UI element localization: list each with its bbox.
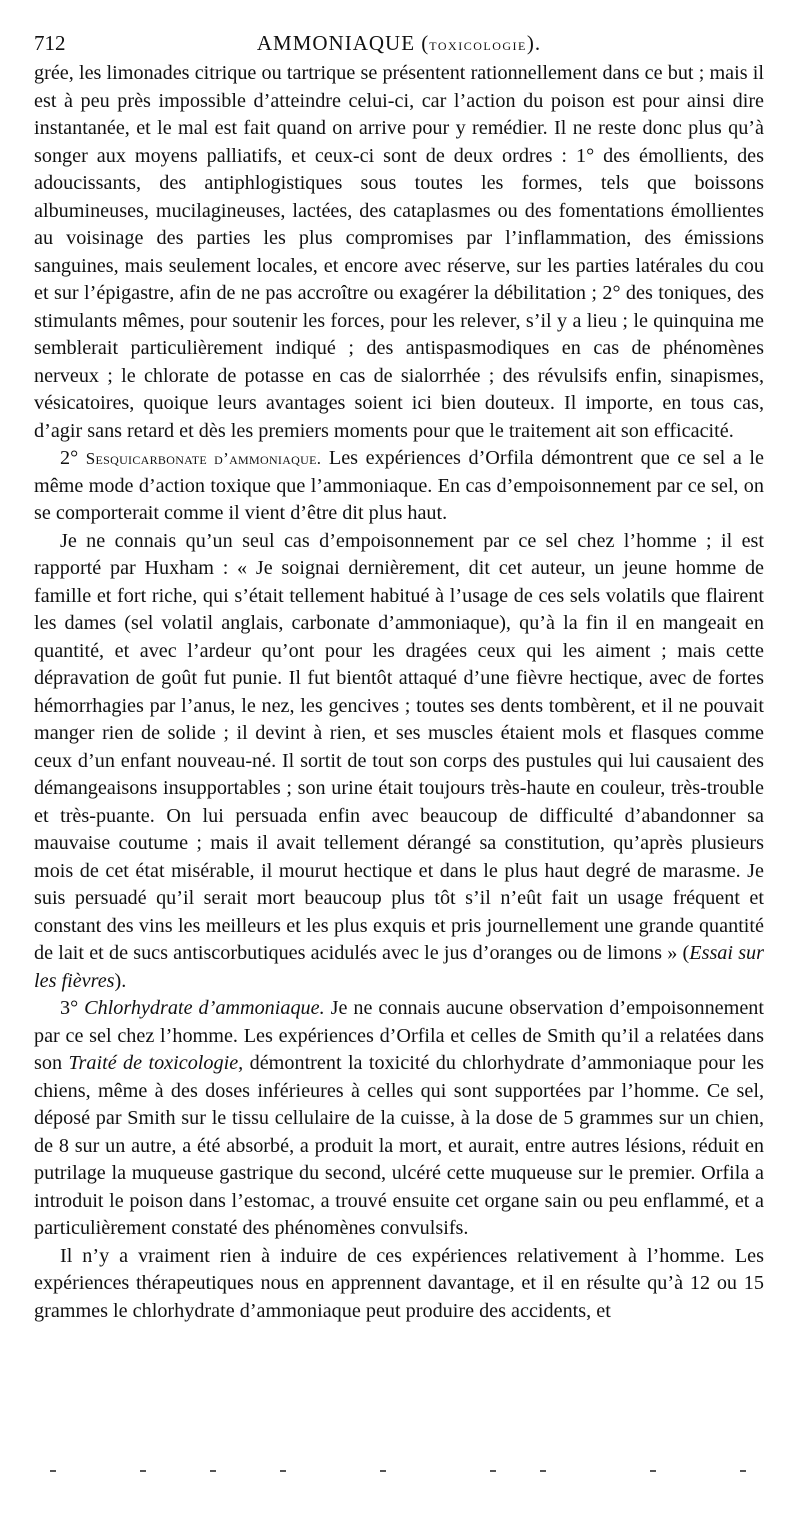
section-heading-chlorhydrate: Chlorhydrate d’ammoniaque. — [84, 997, 325, 1019]
section-text-continued: démontrent la toxicité du chlorhydrate d’ammoniaque pour les chiens, même à des doses inférieures à celles qui sont supportées par l’homme. Ce sel, déposé par Smith sur le tissu cellulaire de la cuisse, à la dose de 5 grammes sur un chien, de 8 sur un autre, a été absorbé, a produit la mort, et aurait, entre autres lésions, réduit en putrilage la muqueuse gastrique du second, ulcéré cette muqueuse sur le premier. Orfila a introduit le poison dans l’estomac, a trouvé ensuite cet organe sain ou peu enflammé, et a particulièrement constaté des phénomènes convulsifs. — [34, 1052, 765, 1239]
section-number: 2° — [60, 447, 79, 469]
scan-mark — [380, 1470, 386, 1472]
scan-mark — [740, 1470, 746, 1472]
paragraph-chlorhydrate — [34, 995, 764, 1243]
scan-mark — [210, 1470, 216, 1472]
paragraph-text: Je ne connais qu’un seul cas d’empoisonnement par ce sel chez l’homme ; il est rapporté par Huxham : « Je soignai dernièrement, dit cet auteur, un jeune homme de famille et fort riche, qui s’était tellement habitué à l’usage de ces sels volatils que flairent les dames (sel volatil anglais, carbonate d’ammoniaque), qu’à la fin il en mangeait en quantité, et avec l’ardeur qu’ont pour les dragées ceux qui les aiment ; mais cette dépravation de goût fut punie. Il fut bientôt attaqué d’une fièvre hectique, avec de fortes hémorrhagies par l’anus, le nez, les gencives ; toutes ses dents tombèrent, et il ne pouvait manger rien de solide ; il devint à rien, et ses muscles étaient mols et flasques comme ceux d’un enfant nouveau-né. Il sortit de tout son corps des pustules qui lui causaient des démangeaisons insupportables ; son urine était toujours très-haute en couleur, très-trouble et très-puante. On lui persuada enfin avec beaucoup de difficulté d’abandonner sa mauvaise coutume ; mais il avait tellement dérangé sa constitution, qu’après plusieurs mois de cet état misérable, il mourut hectique et dans le plus haut degré de marasme. Je suis persuadé qu’il serait mort beaucoup plus tôt s’il n’eût fait un usage fréquent et constant des vins les meilleurs et les plus exquis et pris journellement une grande quantité de lait et de sucs antiscorbutiques acidulés avec le jus d’oranges ou de limons » — [34, 529, 764, 964]
scan-mark — [540, 1470, 546, 1472]
section-number: 3° — [60, 997, 79, 1019]
scan-mark — [280, 1470, 286, 1472]
scan-mark — [490, 1470, 496, 1472]
running-title-main: AMMONIAQUE — [256, 31, 416, 55]
scan-mark — [50, 1470, 56, 1472]
running-title-paren-open: ( — [421, 31, 430, 55]
section-heading-sesquicarbonate: Sesquicarbonate d’ammoniaque. — [85, 449, 322, 468]
scan-mark — [650, 1470, 656, 1472]
body-text — [34, 60, 764, 1325]
running-header — [34, 26, 764, 60]
paragraph-sesquicarbonate — [34, 445, 764, 528]
section-text: Les expériences d’Orfila démontrent que ce sel a le même mode d’action toxique que l’ammoniaque. En cas d’empoisonnement par ce sel, on se comporterait comme il vient d’être dit plus haut. — [34, 447, 765, 524]
page-number: 712 — [34, 31, 66, 55]
citation-paren-close: ). — [114, 969, 127, 992]
citation-paren-open: ( — [682, 942, 690, 964]
section-text: Je ne connais aucune observation d’empoisonnement par ce sel chez l’homme. Les expériences d’Orfila et celles de Smith qu’il a relatées dans son — [34, 997, 764, 1074]
running-title-subtitle: toxicologie — [429, 35, 527, 54]
scan-mark — [140, 1470, 146, 1472]
bottom-scan-marks — [50, 1470, 750, 1476]
running-title — [34, 26, 764, 62]
citation-title: Essai sur les fièvres — [34, 942, 765, 992]
paragraph-continuation: grée, les limonades citrique ou tartrique se présentent rationnellement dans ce but ; mais il est à peu près impossible d’atteindre celui-ci, car l’action du poison est pour ainsi dire instantanée, et le mal est fait quand on arrive pour y remédier. Il ne reste donc plus qu’à songer aux moyens palliatifs, et ceux-ci sont de deux ordres : 1° des émollients, des adoucissants, des antiphlogistiques sous toutes les formes, tels que boissons albumineuses, mucilagineuses, lactées, des cataplasmes ou des fomentations émollientes au voisinage des parties les plus compromises par l’inflammation, des émissions sanguines, mais seulement locales, et encore avec réserve, sur les parties latérales du cou et sur l’épigastre, afin de ne pas accroître ou exagérer la débilitation ; 2° des toniques, des stimulants mêmes, pour soutenir les forces, pour les relever, s’il y a lieu ; le quinquina me semblerait particulièrement indiqué ; des antispasmodiques en cas de phénomènes nerveux ; le chlorate de potasse en cas de sialorrhée ; des révulsifs enfin, sinapismes, vésicatoires, quoique leurs avantages soient ici bien douteux. Il importe, en tous cas, d’agir sans retard et dès les premiers moments pour que le traitement ait son efficacité. — [34, 62, 764, 442]
book-page — [34, 26, 764, 1325]
running-title-paren-close: ). — [526, 31, 542, 55]
paragraph-therapeutic: Il n’y a vraiment rien à induire de ces expériences relativement à l’homme. Les expériences thérapeutiques nous en apprennent davantage, et il en résulte qu’à 12 ou 15 grammes le chlorhydrate d’ammoniaque peut produire des accidents, et — [34, 1244, 764, 1322]
book-title: Traité de toxicologie, — [68, 1052, 244, 1074]
paragraph-huxham-case — [34, 528, 764, 996]
